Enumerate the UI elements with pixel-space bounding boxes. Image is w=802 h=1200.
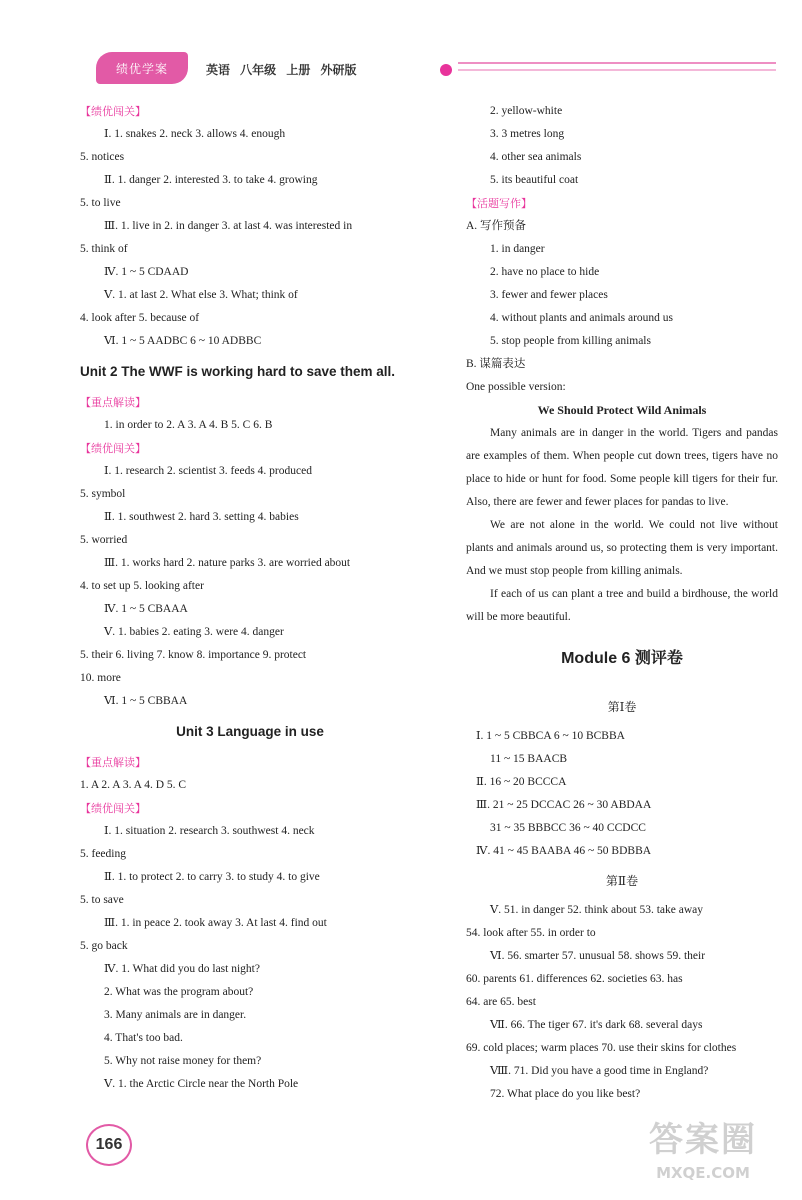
part-two-heading: 第Ⅱ卷: [605, 874, 639, 888]
answer-line: Ⅱ. 1. to protect 2. to carry 3. to study 4. to give: [104, 871, 320, 883]
answer-line: Ⅲ. 1. in peace 2. took away 3. At last 4. find out: [104, 917, 327, 929]
answer-line: 4. look after 5. because of: [80, 312, 200, 324]
answer-line: 2. What was the program about?: [104, 986, 254, 998]
module-title: Module 6 测评卷: [561, 650, 683, 667]
answer-line: 5. feeding: [80, 848, 126, 860]
answer-line: Ⅱ. 1. danger 2. interested 3. to take 4. growing: [104, 174, 318, 186]
answer-line: Ⅳ. 41 ~ 45 BAABA 46 ~ 50 BDBBA: [476, 845, 652, 857]
answer-line: 1. in danger: [490, 243, 545, 255]
answer-line: Ⅲ. 1. live in 2. in danger 3. at last 4. was interested in: [104, 220, 353, 232]
answer-line: 4. other sea animals: [490, 151, 582, 163]
section-tag: 【绩优闯关】: [80, 442, 146, 455]
answer-line: Ⅰ. 1 ~ 5 CBBCA 6 ~ 10 BCBBA: [476, 730, 625, 742]
answer-line: Ⅴ. 1. babies 2. eating 3. were 4. danger: [104, 626, 284, 638]
answer-line: 2. have no place to hide: [490, 266, 600, 278]
answer-line: Ⅵ. 1 ~ 5 AADBC 6 ~ 10 ADBBC: [104, 335, 262, 347]
answer-line: Ⅴ. 1. the Arctic Circle near the North Pole: [104, 1078, 299, 1090]
left-column: [80, 100, 420, 1096]
unit-title: Unit 3 Language in use: [176, 724, 324, 739]
book-info: 英语 八年级 上册 外研版: [206, 63, 357, 77]
series-badge: 绩优学案: [96, 52, 188, 84]
answer-line: 3. 3 metres long: [490, 128, 565, 140]
header-rule: [458, 62, 776, 64]
answer-line: 60. parents 61. differences 62. societies 63. has: [466, 973, 683, 985]
answer-line: 1. A 2. A 3. A 4. D 5. C: [80, 779, 187, 791]
essay-body: [466, 422, 778, 629]
answer-line: Ⅵ. 1 ~ 5 CBBAA: [104, 695, 188, 707]
answer-line: 5. its beautiful coat: [490, 174, 579, 186]
answer-line: Ⅳ. 1 ~ 5 CBAAA: [104, 603, 188, 615]
answer-line: Ⅱ. 16 ~ 20 BCCCA: [476, 776, 567, 788]
answer-line: Ⅴ. 1. at last 2. What else 3. What; think of: [104, 289, 298, 301]
answer-line: 10. more: [80, 672, 121, 684]
answer-line: 5. to save: [80, 894, 124, 906]
answer-line: 1. in order to 2. A 3. A 4. B 5. C 6. B: [104, 419, 273, 431]
answer-line: 69. cold places; warm places 70. use their skins for clothes: [466, 1042, 737, 1054]
answer-line: 5. to live: [80, 197, 121, 209]
answer-line: Ⅰ. 1. snakes 2. neck 3. allows 4. enough: [104, 128, 286, 140]
answer-line: 2. yellow-white: [490, 105, 563, 117]
part-one-answers: [466, 725, 778, 863]
answer-line: 64. are 65. best: [466, 996, 536, 1008]
answer-line: 4. to set up 5. looking after: [80, 580, 204, 592]
answer-line: 54. look after 55. in order to: [466, 927, 596, 939]
answer-line: 72. What place do you like best?: [490, 1088, 641, 1100]
section-tag: 【重点解读】: [80, 396, 146, 409]
answer-line: Ⅳ. 1 ~ 5 CDAAD: [104, 266, 189, 278]
essay-paragraph: Many animals are in danger in the world. Tigers and pandas are examples of them. When people cut down trees, tigers have no place to hide or hunt for food. Some people kill tigers for their fur. Also, there are fewer and fewer places for pandas to live.: [466, 427, 778, 508]
right-top-answers: [466, 100, 778, 399]
answer-line: One possible version:: [466, 381, 566, 393]
right-column: [466, 100, 778, 1106]
answer-line: Ⅱ. 1. southwest 2. hard 3. setting 4. babies: [104, 511, 299, 523]
answer-line: Ⅲ. 21 ~ 25 DCCAC 26 ~ 30 ABDAA: [476, 799, 652, 811]
answer-line: 3. fewer and fewer places: [490, 289, 608, 301]
answer-line: Ⅴ. 51. in danger 52. think about 53. take away: [490, 904, 704, 916]
answer-line: 5. worried: [80, 534, 128, 546]
answer-line: 5. stop people from killing animals: [490, 335, 651, 347]
answer-line: 5. their 6. living 7. know 8. importance 9. protect: [80, 649, 307, 661]
answer-line: Ⅷ. 71. Did you have a good time in England?: [490, 1065, 709, 1077]
unit-title: Unit 2 The WWF is working hard to save them all.: [80, 364, 396, 379]
page-number: 166: [86, 1124, 132, 1166]
header-dot: [440, 64, 452, 76]
answer-line: 5. go back: [80, 940, 128, 952]
answer-line: Ⅶ. 66. The tiger 67. it's dark 68. several days: [490, 1019, 703, 1031]
watermark-url: MXQE.COM: [656, 1164, 750, 1182]
watermark-logo: 答案圈: [649, 1120, 757, 1160]
answer-line: Ⅰ. 1. research 2. scientist 3. feeds 4. produced: [104, 465, 312, 477]
answer-line: 5. notices: [80, 151, 125, 163]
answer-line: 5. Why not raise money for them?: [104, 1055, 262, 1067]
essay-paragraph: We are not alone in the world. We could not live without plants and animals around us, so protecting them is very important. And we must stop people from killing animals.: [466, 519, 778, 577]
answer-line: 5. symbol: [80, 488, 126, 500]
section-tag: 【重点解读】: [80, 756, 146, 769]
answer-line: 5. think of: [80, 243, 128, 255]
answer-line: 31 ~ 35 BBBCC 36 ~ 40 CCDCC: [490, 822, 646, 834]
section-tag: 【绩优闯关】: [80, 105, 146, 118]
watermark: [618, 1118, 788, 1192]
part-two-answers: [466, 899, 778, 1106]
answer-line: 3. Many animals are in danger.: [104, 1009, 247, 1021]
answer-line: 4. That's too bad.: [104, 1032, 183, 1044]
answer-line: Ⅰ. 1. situation 2. research 3. southwest 4. neck: [104, 825, 315, 837]
answer-line: Ⅲ. 1. works hard 2. nature parks 3. are worried about: [104, 557, 351, 569]
header-rule: [458, 69, 776, 71]
answer-line: 4. without plants and animals around us: [490, 312, 674, 324]
part-one-heading: 第Ⅰ卷: [607, 700, 637, 714]
answer-line: A. 写作预备: [466, 220, 527, 232]
answer-line: 11 ~ 15 BAACB: [490, 753, 568, 765]
essay-paragraph: If each of us can plant a tree and build a birdhouse, the world will be more beautiful.: [466, 588, 778, 623]
answer-line: Ⅵ. 56. smarter 57. unusual 58. shows 59. their: [490, 950, 706, 962]
answer-line: B. 谋篇表达: [466, 358, 526, 370]
essay-title: We Should Protect Wild Animals: [537, 403, 707, 417]
section-tag: 【绩优闯关】: [80, 802, 146, 815]
section-tag: 【活题写作】: [466, 197, 532, 210]
page-header: [78, 52, 778, 88]
answer-line: Ⅳ. 1. What did you do last night?: [104, 963, 260, 975]
